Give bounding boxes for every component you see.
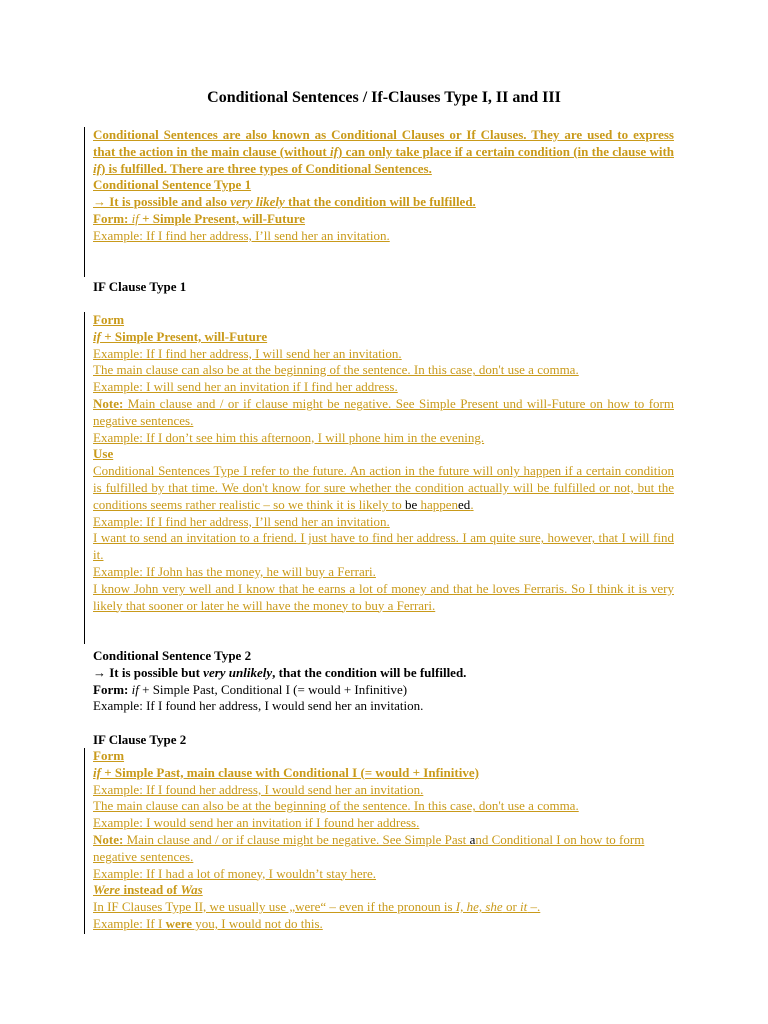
type2-section bbox=[93, 748, 674, 933]
example-line: Example: If I find her address, I’ll send her an invitation. bbox=[93, 227, 390, 243]
form-heading: Form bbox=[93, 748, 125, 763]
note-paragraph: Note: Main clause and / or if clause might be negative. See Simple Present und will-Future on how to form negative sentences. bbox=[93, 395, 674, 428]
form-heading: Form bbox=[93, 312, 125, 327]
were-heading: Were instead of Was bbox=[93, 882, 203, 898]
form-rule: if + Simple Present, will-Future bbox=[93, 328, 268, 344]
section-heading-type2: IF Clause Type 2 bbox=[93, 732, 187, 747]
example-line: Example: If I find her address, I’ll send her an invitation. bbox=[93, 513, 390, 529]
example-line: Example: If I don’t see him this afternoon, I will phone him in the evening. bbox=[93, 429, 485, 445]
example-line: Example: If I found her address, I would send her an invitation. bbox=[93, 698, 424, 714]
likelihood-line: → It is possible and also very likely that the condition will be fulfilled. bbox=[93, 194, 476, 210]
change-bar bbox=[84, 127, 85, 277]
example-line: Example: If I found her address, I would send her an invitation. bbox=[93, 781, 424, 797]
type1-section bbox=[93, 312, 674, 614]
intro-section bbox=[93, 127, 674, 245]
note-paragraph: Note: Main clause and / or if clause might be negative. See Simple Past and Conditional I on how to form negative sentences. bbox=[93, 831, 645, 864]
form-rule: if + Simple Past, main clause with Conditional I (= would + Infinitive) bbox=[93, 764, 479, 780]
example-line: Example: If John has the money, he will buy a Ferrari. bbox=[93, 563, 376, 579]
example-line: Example: I would send her an invitation if I found her address. bbox=[93, 815, 420, 831]
example-line: Example: If I were you, I would not do this. bbox=[93, 915, 323, 931]
explanation-paragraph: I want to send an invitation to a friend. I just have to find her address. I am quite sure, however, that I will find it. bbox=[93, 530, 674, 563]
main-clause-note: The main clause can also be at the beginning of the sentence. In this case, don't use a comma. bbox=[93, 362, 579, 378]
form-line: Form: if + Simple Past, Conditional I (= would + Infinitive) bbox=[93, 681, 408, 697]
example-line: Example: If I find her address, I will send her an invitation. bbox=[93, 345, 402, 361]
type2-intro bbox=[93, 648, 674, 715]
explanation-paragraph: I know John very well and I know that he earns a lot of money and that he loves Ferraris. So I think it is very likely that sooner or later he will have the money to buy a Ferrari. bbox=[93, 580, 674, 613]
type1-subheading: Conditional Sentence Type 1 bbox=[93, 177, 252, 193]
type2-subheading: Conditional Sentence Type 2 bbox=[93, 648, 252, 663]
page-title: Conditional Sentences / If-Clauses Type I, II and III bbox=[207, 89, 561, 106]
use-paragraph: Conditional Sentences Type I refer to the future. An action in the future will only happen if a certain condition is fulfilled by that time. We don't know for sure whether the condition actually will be fulfilled or not, but the conditions seems rather realistic – so we think it is likely to be happened. bbox=[93, 463, 674, 512]
likelihood-line: → It is possible but very unlikely, that the condition will be fulfilled. bbox=[93, 664, 467, 680]
section-heading-type1: IF Clause Type 1 bbox=[93, 279, 187, 294]
example-line: Example: I will send her an invitation if I find her address. bbox=[93, 379, 398, 395]
change-bar bbox=[84, 312, 85, 644]
were-explanation: In IF Clauses Type II, we usually use „were“ – even if the pronoun is I, he, she or it –. bbox=[93, 899, 541, 915]
use-heading: Use bbox=[93, 446, 114, 462]
intro-paragraph: Conditional Sentences are also known as Conditional Clauses or If Clauses. They are used to express that the action in the main clause (without if) can only take place if a certain condition (in the clause with if) is fulfilled. There are three types of Conditional Sentences. bbox=[93, 127, 674, 176]
example-line: Example: If I had a lot of money, I wouldn’t stay here. bbox=[93, 865, 377, 881]
main-clause-note: The main clause can also be at the beginning of the sentence. In this case, don't use a comma. bbox=[93, 798, 579, 814]
change-bar bbox=[84, 748, 85, 934]
form-line: Form: if + Simple Present, will-Future bbox=[93, 210, 306, 226]
